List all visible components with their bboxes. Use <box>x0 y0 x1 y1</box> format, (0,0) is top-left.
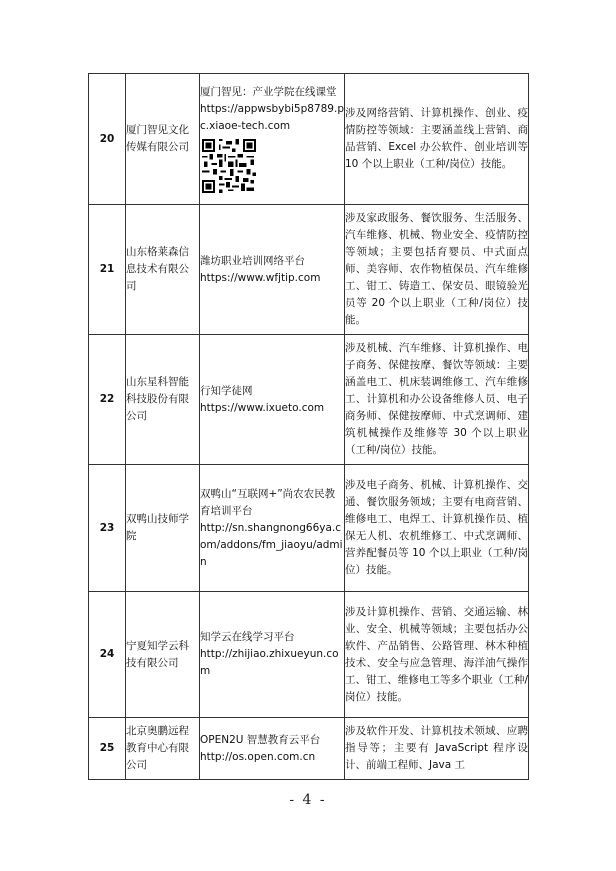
organization-name: 山东星科智能科技股份有限公司 <box>126 376 189 422</box>
organization-name: 山东格莱森信息技术有限公司 <box>126 246 189 292</box>
training-description: 涉及网络营销、计算机操作、创业、疫情防控等领域：主要涵盖线上营销、商品营销、Excel 办公软件、创业培训等 10 个以上职业（工种/岗位）技能。 <box>345 107 528 170</box>
platform-info: 潍坊职业培训网络平台 https://www.wfjtip.com <box>200 254 321 284</box>
row-number: 25 <box>89 718 126 780</box>
platform-info: 知学云在线学习平台 http://zhijiao.zhixueyun.com <box>200 631 339 677</box>
training-description: 涉及软件开发、计算机技术领域、应聘指导等；主要有 JavaScript 程序设计、前端工程师、Java 工 <box>345 725 528 771</box>
table-row <box>89 718 529 780</box>
table-row <box>89 592 529 718</box>
table-row <box>89 335 529 465</box>
training-description: 涉及电子商务、机械、计算机操作、交通、餐饮服务领域；主要有电商营销、维修电工、电焊工、计算机操作员、植保无人机、农机维修工、中式烹调师、营养配餐员等 10 个以上职业（工种/岗位）技能。 <box>345 479 528 576</box>
row-number: 20 <box>89 74 126 205</box>
qr-code-icon <box>202 139 256 193</box>
row-number: 22 <box>89 335 126 465</box>
row-number: 21 <box>89 205 126 335</box>
organization-name: 北京奥鹏远程教育中心有限公司 <box>126 725 189 771</box>
organization-name: 宁夏知学云科技有限公司 <box>126 639 189 669</box>
platform-info: OPEN2U 智慧教育云平台 http://os.open.com.cn <box>200 733 321 763</box>
table-row <box>89 205 529 335</box>
platform-info: 双鸭山“互联网+”尚农农民教育培训平台 http://sn.shangnong66ya.com/addons/fm_jiaoyu/admin <box>200 487 343 568</box>
organization-name: 厦门智见文化传媒有限公司 <box>126 124 189 153</box>
training-description: 涉及计算机操作、营销、交通运输、林业、安全、机械等领域；主要包括办公软件、产品销售、公路管理、林木种植技术、安全与应急管理、海洋油气操作工、钳工、维修电工等多个职业（工种/岗位）技能。 <box>345 605 528 703</box>
page-number: - 4 - <box>289 792 327 808</box>
platform-info: 行知学徒网 https://www.ixueto.com <box>200 384 325 414</box>
table-row <box>89 74 529 205</box>
organization-name: 双鸭山技师学院 <box>126 513 189 542</box>
training-platform-table <box>88 73 529 780</box>
row-number: 23 <box>89 465 126 592</box>
platform-info: 厦门智见：产业学院在线课堂 https://appwsbybi5p8789.pc.xiaoe-tech.com <box>200 85 344 132</box>
training-description: 涉及机械、汽车维修、计算机操作、电子商务、保健按摩、餐饮等领域：主要涵盖电工、机床装调维修工、汽车维修工、计算机和办公设备维修人员、电子商务师、保健按摩师、中式烹调师、建筑机械操作及维修等 30 个以上职业（工种/岗位）技能。 <box>345 342 528 456</box>
training-description: 涉及家政服务、餐饮服务、生活服务、汽车维修、机械、物业安全、疫情防控等领域；主要包括育婴员、中式面点师、美容师、农作物植保员、汽车维修工、钳工、铸造工、保安员、眼镜验光员等 20 个以上职业（工种/岗位）技能。 <box>345 212 528 326</box>
row-number: 24 <box>89 592 126 718</box>
table-row <box>89 465 529 592</box>
